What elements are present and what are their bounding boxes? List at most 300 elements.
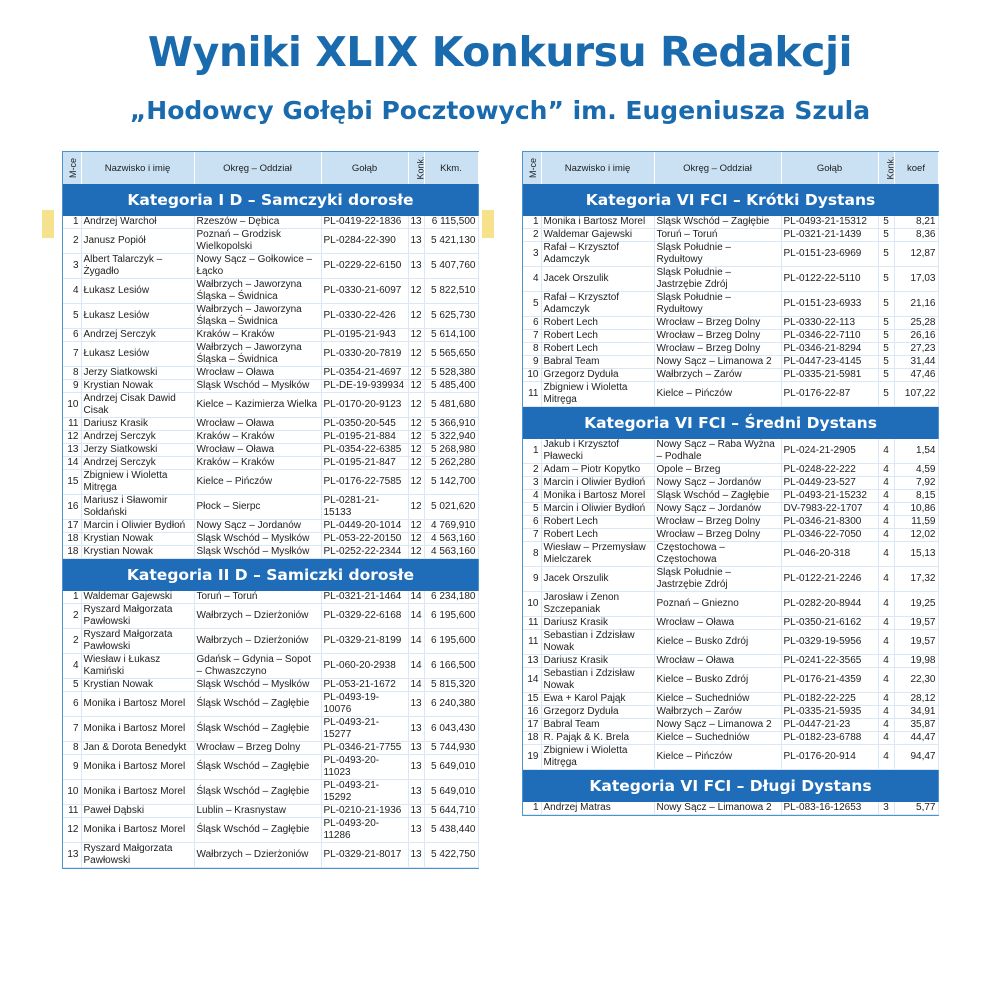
competitions-cell: 4 xyxy=(878,516,894,529)
table-row xyxy=(523,542,938,567)
name-cell: Ewa + Karol Pająk xyxy=(541,693,654,706)
score-cell: 6 166,500 xyxy=(424,654,478,679)
district-cell: Nowy Sącz – Limanowa 2 xyxy=(654,356,781,369)
table-row xyxy=(523,706,938,719)
district-cell: Rzeszów – Dębica xyxy=(194,216,321,229)
table-row xyxy=(63,591,478,604)
table-row xyxy=(63,342,478,367)
pigeon-cell: PL-0122-22-5110 xyxy=(781,267,878,292)
table-row xyxy=(63,470,478,495)
score-cell: 4 563,160 xyxy=(424,533,478,546)
score-cell: 44,47 xyxy=(894,732,938,745)
place-cell: 16 xyxy=(63,495,81,520)
district-cell: Wrocław – Oława xyxy=(194,444,321,457)
col-header-km: Kkm. xyxy=(424,152,478,184)
competitions-cell: 12 xyxy=(408,304,424,329)
place-cell: 9 xyxy=(523,567,541,592)
name-cell: Andrzej Matras xyxy=(541,802,654,815)
competitions-cell: 4 xyxy=(878,655,894,668)
pigeon-cell: PL-0321-21-1439 xyxy=(781,229,878,242)
place-cell: 12 xyxy=(63,818,81,843)
name-cell: Rafał – Krzysztof Adamczyk xyxy=(541,292,654,317)
pigeon-cell: PL-0284-22-390 xyxy=(321,229,408,254)
district-cell: Wałbrzych – Żarów xyxy=(654,706,781,719)
score-cell: 5 565,650 xyxy=(424,342,478,367)
score-cell: 5 625,730 xyxy=(424,304,478,329)
pigeon-cell: PL-0195-21-884 xyxy=(321,431,408,444)
table-row xyxy=(63,254,478,279)
pigeon-cell: PL-0447-23-4145 xyxy=(781,356,878,369)
name-cell: Krystian Nowak xyxy=(81,546,194,559)
district-cell: Wrocław – Oława xyxy=(654,655,781,668)
pigeon-cell: PL-0493-20-11023 xyxy=(321,755,408,780)
pigeon-cell: PL-024-21-2905 xyxy=(781,439,878,464)
place-cell: 7 xyxy=(523,529,541,542)
district-cell: Poznań – Grodzisk Wielkopolski xyxy=(194,229,321,254)
pigeon-cell: PL-0151-23-6969 xyxy=(781,242,878,267)
district-cell: Śląsk Wschód – Zagłębie xyxy=(194,755,321,780)
name-cell: Dariusz Krasik xyxy=(541,655,654,668)
pigeon-cell: PL-0350-21-6162 xyxy=(781,617,878,630)
table-row xyxy=(523,617,938,630)
col-header-pigeon: Gołąb xyxy=(781,152,878,184)
table-row xyxy=(523,343,938,356)
pigeon-cell: PL-0493-19-10076 xyxy=(321,692,408,717)
score-cell: 22,30 xyxy=(894,668,938,693)
score-cell: 1,54 xyxy=(894,439,938,464)
pigeon-cell: PL-0493-20-11286 xyxy=(321,818,408,843)
district-cell: Nowy Sącz – Jordanów xyxy=(654,503,781,516)
pigeon-cell: PL-0493-21-15277 xyxy=(321,717,408,742)
pigeon-cell: PL-0329-21-8199 xyxy=(321,629,408,654)
place-cell: 10 xyxy=(523,592,541,617)
score-cell: 8,15 xyxy=(894,490,938,503)
competitions-cell: 13 xyxy=(408,717,424,742)
competitions-cell: 12 xyxy=(408,329,424,342)
score-cell: 21,16 xyxy=(894,292,938,317)
district-cell: Kielce – Pińczów xyxy=(654,382,781,407)
place-cell: 11 xyxy=(523,382,541,407)
place-cell: 18 xyxy=(63,533,81,546)
place-cell: 2 xyxy=(523,229,541,242)
competitions-cell: 14 xyxy=(408,591,424,604)
district-cell: Wałbrzych – Dzierżoniów xyxy=(194,604,321,629)
table-row xyxy=(523,668,938,693)
district-cell: Wałbrzych – Jaworzyna Śląska – Świdnica xyxy=(194,279,321,304)
pigeon-cell: PL-0447-21-23 xyxy=(781,719,878,732)
pigeon-cell: PL-0330-22-426 xyxy=(321,304,408,329)
score-cell: 8,36 xyxy=(894,229,938,242)
col-header-place: M-ce xyxy=(523,152,541,184)
table-row xyxy=(523,464,938,477)
place-cell: 16 xyxy=(523,706,541,719)
table-row xyxy=(523,630,938,655)
competitions-cell: 4 xyxy=(878,745,894,770)
competitions-cell: 13 xyxy=(408,742,424,755)
competitions-cell: 5 xyxy=(878,229,894,242)
table-row xyxy=(63,546,478,559)
table-row xyxy=(523,356,938,369)
pigeon-cell: PL-0493-21-15312 xyxy=(781,216,878,229)
name-cell: Ryszard Małgorzata Pawłowski xyxy=(81,843,194,868)
place-cell: 17 xyxy=(523,719,541,732)
table-row xyxy=(523,369,938,382)
score-cell: 5 744,930 xyxy=(424,742,478,755)
score-cell: 5 262,280 xyxy=(424,457,478,470)
table-row xyxy=(63,692,478,717)
name-cell: Robert Lech xyxy=(541,317,654,330)
pigeon-cell: PL-0229-22-6150 xyxy=(321,254,408,279)
table-row xyxy=(523,745,938,770)
district-cell: Nowy Sącz – Gołkowice – Łącko xyxy=(194,254,321,279)
table-row xyxy=(63,629,478,654)
place-cell: 7 xyxy=(63,342,81,367)
place-cell: 12 xyxy=(63,431,81,444)
pigeon-cell: PL-053-21-1672 xyxy=(321,679,408,692)
col-header-pigeon: Gołąb xyxy=(321,152,408,184)
competitions-cell: 12 xyxy=(408,342,424,367)
competitions-cell: 4 xyxy=(878,668,894,693)
pigeon-cell: PL-0176-22-7585 xyxy=(321,470,408,495)
place-cell: 11 xyxy=(63,418,81,431)
pigeon-cell: PL-DE-19-939934 xyxy=(321,380,408,393)
name-cell: Mariusz i Sławomir Sołdański xyxy=(81,495,194,520)
place-cell: 8 xyxy=(63,742,81,755)
score-cell: 15,13 xyxy=(894,542,938,567)
category-title: Kategoria I D – Samczyki dorosłe xyxy=(63,184,478,216)
score-cell: 31,44 xyxy=(894,356,938,369)
table-row xyxy=(63,755,478,780)
score-cell: 19,98 xyxy=(894,655,938,668)
score-cell: 6 195,600 xyxy=(424,629,478,654)
place-cell: 5 xyxy=(523,503,541,516)
district-cell: Wrocław – Oława xyxy=(654,617,781,630)
score-cell: 47,46 xyxy=(894,369,938,382)
pigeon-cell: PL-0321-21-1464 xyxy=(321,591,408,604)
name-cell: Robert Lech xyxy=(541,516,654,529)
district-cell: Wrocław – Brzeg Dolny xyxy=(654,330,781,343)
place-cell: 13 xyxy=(63,444,81,457)
district-cell: Śląsk Wschód – Zagłębie xyxy=(194,818,321,843)
competitions-cell: 12 xyxy=(408,279,424,304)
place-cell: 5 xyxy=(523,292,541,317)
score-cell: 5 649,010 xyxy=(424,780,478,805)
score-cell: 26,16 xyxy=(894,330,938,343)
table-row xyxy=(63,654,478,679)
competitions-cell: 5 xyxy=(878,267,894,292)
name-cell: Marcin i Oliwier Bydłoń xyxy=(541,477,654,490)
score-cell: 6 043,430 xyxy=(424,717,478,742)
name-cell: Wiesław – Przemysław Mielczarek xyxy=(541,542,654,567)
district-cell: Lublin – Krasnystaw xyxy=(194,805,321,818)
left-table xyxy=(63,152,479,868)
competitions-cell: 12 xyxy=(408,393,424,418)
table-row xyxy=(63,679,478,692)
table-row xyxy=(63,418,478,431)
competitions-cell: 13 xyxy=(408,254,424,279)
place-cell: 15 xyxy=(63,470,81,495)
col-header-district: Okręg – Oddział xyxy=(194,152,321,184)
district-cell: Wałbrzych – Żarów xyxy=(654,369,781,382)
place-cell: 2 xyxy=(63,229,81,254)
district-cell: Wałbrzych – Jaworzyna Śląska – Świdnica xyxy=(194,304,321,329)
table-row xyxy=(523,732,938,745)
name-cell: Krystian Nowak xyxy=(81,533,194,546)
pigeon-cell: PL-0241-22-3565 xyxy=(781,655,878,668)
left-table-body xyxy=(63,184,478,868)
place-cell: 11 xyxy=(523,630,541,655)
competitions-cell: 4 xyxy=(878,542,894,567)
district-cell: Śląsk Wschód – Mysłków xyxy=(194,533,321,546)
place-cell: 4 xyxy=(523,490,541,503)
table-row xyxy=(63,717,478,742)
score-cell: 5 644,710 xyxy=(424,805,478,818)
score-cell: 19,57 xyxy=(894,617,938,630)
place-cell: 4 xyxy=(63,654,81,679)
competitions-cell: 4 xyxy=(878,719,894,732)
category-header xyxy=(523,770,938,803)
name-cell: Andrzej Serczyk xyxy=(81,431,194,444)
district-cell: Kielce – Suchedniów xyxy=(654,732,781,745)
name-cell: Krystian Nowak xyxy=(81,380,194,393)
table-row xyxy=(63,604,478,629)
category-header xyxy=(523,184,938,216)
district-cell: Kielce – Kazimierza Wielka xyxy=(194,393,321,418)
score-cell: 6 195,600 xyxy=(424,604,478,629)
place-cell: 3 xyxy=(523,242,541,267)
table-row xyxy=(63,457,478,470)
district-cell: Wrocław – Brzeg Dolny xyxy=(194,742,321,755)
competitions-cell: 12 xyxy=(408,380,424,393)
score-cell: 7,92 xyxy=(894,477,938,490)
left-results-table xyxy=(62,151,479,869)
score-cell: 5 407,760 xyxy=(424,254,478,279)
competitions-cell: 12 xyxy=(408,444,424,457)
table-row xyxy=(523,567,938,592)
competitions-cell: 14 xyxy=(408,654,424,679)
competitions-cell: 4 xyxy=(878,503,894,516)
competitions-cell: 12 xyxy=(408,495,424,520)
table-row xyxy=(523,503,938,516)
decoration-marker-right xyxy=(482,210,494,238)
pigeon-cell: PL-0329-22-6168 xyxy=(321,604,408,629)
district-cell: Śląsk Południe – Rydułtowy xyxy=(654,242,781,267)
name-cell: Zbigniew i Wioletta Mitręga xyxy=(541,382,654,407)
competitions-cell: 4 xyxy=(878,592,894,617)
table-row xyxy=(63,533,478,546)
category-title: Kategoria VI FCI – Średni Dystans xyxy=(523,407,938,440)
competitions-cell: 12 xyxy=(408,470,424,495)
table-row xyxy=(523,292,938,317)
place-cell: 1 xyxy=(63,591,81,604)
place-cell: 6 xyxy=(523,317,541,330)
table-row xyxy=(523,516,938,529)
pigeon-cell: PL-0449-20-1014 xyxy=(321,520,408,533)
competitions-cell: 13 xyxy=(408,229,424,254)
name-cell: Jarosław i Zenon Szczepaniak xyxy=(541,592,654,617)
right-header-row xyxy=(523,152,938,184)
pigeon-cell: PL-0449-23-527 xyxy=(781,477,878,490)
competitions-cell: 3 xyxy=(878,802,894,815)
table-row xyxy=(523,719,938,732)
district-cell: Nowy Sącz – Limanowa 2 xyxy=(654,719,781,732)
competitions-cell: 14 xyxy=(408,604,424,629)
district-cell: Kraków – Kraków xyxy=(194,329,321,342)
name-cell: Jerzy Siatkowski xyxy=(81,367,194,380)
score-cell: 17,03 xyxy=(894,267,938,292)
score-cell: 5,77 xyxy=(894,802,938,815)
pigeon-cell: PL-0346-22-7050 xyxy=(781,529,878,542)
district-cell: Nowy Sącz – Raba Wyżna – Podhale xyxy=(654,439,781,464)
place-cell: 4 xyxy=(63,279,81,304)
pigeon-cell: PL-0252-22-2344 xyxy=(321,546,408,559)
name-cell: Monika i Bartosz Morel xyxy=(81,717,194,742)
name-cell: Albert Talarczyk – Żygadło xyxy=(81,254,194,279)
score-cell: 5 649,010 xyxy=(424,755,478,780)
name-cell: Babral Team xyxy=(541,719,654,732)
page-subtitle: „Hodowcy Gołębi Pocztowych” im. Eugeniusza Szula xyxy=(129,96,871,125)
place-cell: 1 xyxy=(523,802,541,815)
competitions-cell: 13 xyxy=(408,843,424,868)
competitions-cell: 4 xyxy=(878,529,894,542)
pigeon-cell: PL-0346-21-8294 xyxy=(781,343,878,356)
competitions-cell: 4 xyxy=(878,706,894,719)
district-cell: Wałbrzych – Dzierżoniów xyxy=(194,629,321,654)
competitions-cell: 13 xyxy=(408,692,424,717)
place-cell: 19 xyxy=(523,745,541,770)
name-cell: Jerzy Siatkowski xyxy=(81,444,194,457)
district-cell: Toruń – Toruń xyxy=(194,591,321,604)
score-cell: 34,91 xyxy=(894,706,938,719)
name-cell: Monika i Bartosz Morel xyxy=(541,216,654,229)
col-header-name: Nazwisko i imię xyxy=(81,152,194,184)
pigeon-cell: PL-0335-21-5981 xyxy=(781,369,878,382)
name-cell: Robert Lech xyxy=(541,529,654,542)
table-row xyxy=(523,490,938,503)
name-cell: Jacek Orszulik xyxy=(541,567,654,592)
score-cell: 5 528,380 xyxy=(424,367,478,380)
district-cell: Wrocław – Brzeg Dolny xyxy=(654,516,781,529)
table-row xyxy=(523,242,938,267)
place-cell: 9 xyxy=(63,380,81,393)
place-cell: 7 xyxy=(63,717,81,742)
district-cell: Wałbrzych – Dzierżoniów xyxy=(194,843,321,868)
name-cell: Jakub i Krzysztof Pławecki xyxy=(541,439,654,464)
pigeon-cell: PL-0493-21-15292 xyxy=(321,780,408,805)
place-cell: 11 xyxy=(63,805,81,818)
table-row xyxy=(523,382,938,407)
place-cell: 14 xyxy=(63,457,81,470)
place-cell: 6 xyxy=(523,516,541,529)
name-cell: Jacek Orszulik xyxy=(541,267,654,292)
name-cell: Łukasz Lesiów xyxy=(81,279,194,304)
pigeon-cell: PL-046-20-318 xyxy=(781,542,878,567)
decoration-marker-left xyxy=(42,210,54,238)
col-header-coefficient: koef xyxy=(894,152,938,184)
table-row xyxy=(523,439,938,464)
district-cell: Wrocław – Brzeg Dolny xyxy=(654,529,781,542)
place-cell: 1 xyxy=(523,439,541,464)
place-cell: 8 xyxy=(523,542,541,567)
competitions-cell: 4 xyxy=(878,630,894,655)
table-row xyxy=(63,380,478,393)
competitions-cell: 12 xyxy=(408,520,424,533)
place-cell: 1 xyxy=(63,216,81,229)
competitions-cell: 4 xyxy=(878,490,894,503)
score-cell: 4 563,160 xyxy=(424,546,478,559)
district-cell: Wrocław – Brzeg Dolny xyxy=(654,317,781,330)
competitions-cell: 12 xyxy=(408,533,424,546)
competitions-cell: 5 xyxy=(878,382,894,407)
score-cell: 5 322,940 xyxy=(424,431,478,444)
competitions-cell: 12 xyxy=(408,457,424,470)
district-cell: Wrocław – Oława xyxy=(194,367,321,380)
score-cell: 5 815,320 xyxy=(424,679,478,692)
district-cell: Śląsk Wschód – Mysłków xyxy=(194,380,321,393)
score-cell: 10,86 xyxy=(894,503,938,516)
left-header-row xyxy=(63,152,478,184)
place-cell: 4 xyxy=(523,267,541,292)
col-header-name: Nazwisko i imię xyxy=(541,152,654,184)
district-cell: Częstochowa – Częstochowa xyxy=(654,542,781,567)
district-cell: Kielce – Busko Zdrój xyxy=(654,668,781,693)
score-cell: 8,21 xyxy=(894,216,938,229)
pigeon-cell: PL-0346-21-7755 xyxy=(321,742,408,755)
table-row xyxy=(63,520,478,533)
col-header-place: M-ce xyxy=(63,152,81,184)
name-cell: Sebastian i Zdzisław Nowak xyxy=(541,668,654,693)
competitions-cell: 4 xyxy=(878,732,894,745)
score-cell: 5 021,620 xyxy=(424,495,478,520)
name-cell: Monika i Bartosz Morel xyxy=(81,755,194,780)
place-cell: 10 xyxy=(523,369,541,382)
place-cell: 1 xyxy=(523,216,541,229)
competitions-cell: 5 xyxy=(878,369,894,382)
table-row xyxy=(63,304,478,329)
table-row xyxy=(523,267,938,292)
name-cell: Jan & Dorota Benedykt xyxy=(81,742,194,755)
district-cell: Śląsk Wschód – Zagłębie xyxy=(194,717,321,742)
score-cell: 6 115,500 xyxy=(424,216,478,229)
name-cell: Marcin i Oliwier Bydłoń xyxy=(541,503,654,516)
score-cell: 4 769,910 xyxy=(424,520,478,533)
place-cell: 18 xyxy=(63,546,81,559)
district-cell: Śląsk Wschód – Zagłębie xyxy=(194,692,321,717)
district-cell: Opole – Brzeg xyxy=(654,464,781,477)
pigeon-cell: PL-0182-23-6788 xyxy=(781,732,878,745)
competitions-cell: 4 xyxy=(878,439,894,464)
competitions-cell: 4 xyxy=(878,617,894,630)
name-cell: Waldemar Gajewski xyxy=(541,229,654,242)
competitions-cell: 13 xyxy=(408,216,424,229)
pigeon-cell: PL-053-22-20150 xyxy=(321,533,408,546)
col-header-competitions: Konk. xyxy=(878,152,894,184)
name-cell: Łukasz Lesiów xyxy=(81,342,194,367)
pigeon-cell: PL-0281-21-15133 xyxy=(321,495,408,520)
district-cell: Kielce – Busko Zdrój xyxy=(654,630,781,655)
name-cell: Ryszard Małgorzata Pawłowski xyxy=(81,604,194,629)
name-cell: Andrzej Cisak Dawid Cisak xyxy=(81,393,194,418)
pigeon-cell: PL-0354-21-4697 xyxy=(321,367,408,380)
place-cell: 2 xyxy=(523,464,541,477)
pigeon-cell: PL-0354-22-6385 xyxy=(321,444,408,457)
table-row xyxy=(63,742,478,755)
name-cell: Monika i Bartosz Morel xyxy=(541,490,654,503)
name-cell: Babral Team xyxy=(541,356,654,369)
pigeon-cell: PL-0176-21-4359 xyxy=(781,668,878,693)
name-cell: Dariusz Krasik xyxy=(81,418,194,431)
pigeon-cell: PL-0248-22-222 xyxy=(781,464,878,477)
